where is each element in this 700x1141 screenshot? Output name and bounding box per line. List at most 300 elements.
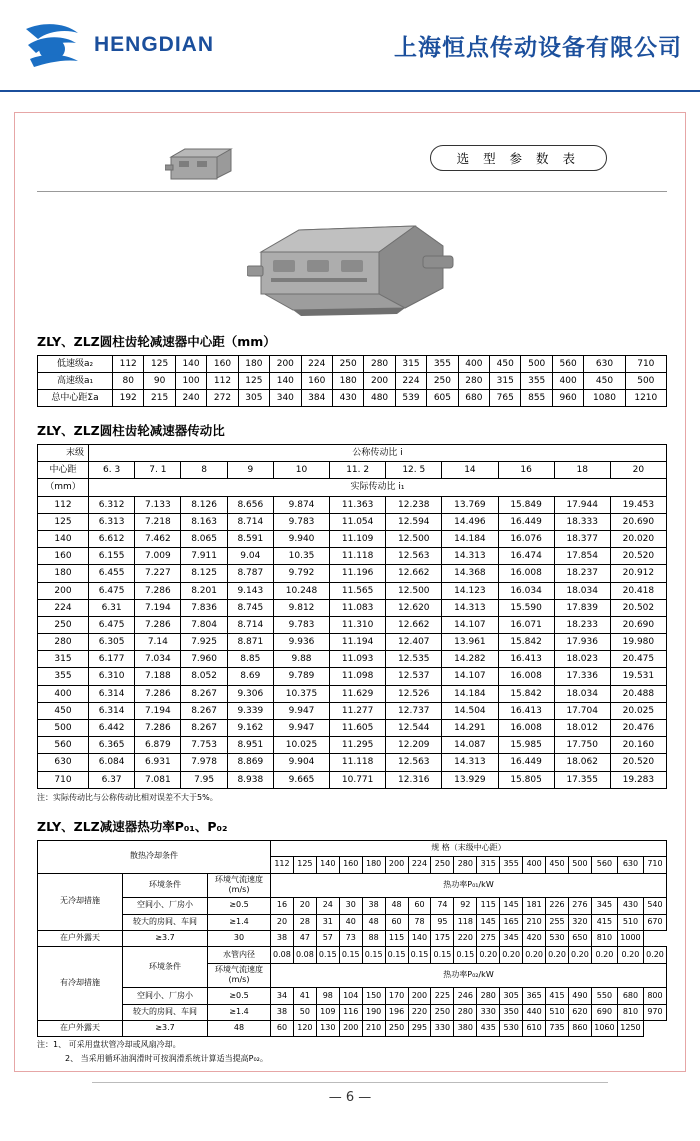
env-condition: 较大的房间、车间 — [123, 914, 208, 930]
table-row — [38, 479, 667, 496]
ratio-value: 9.789 — [273, 668, 329, 685]
cell: 855 — [521, 390, 552, 407]
corner-label: （mm） — [38, 479, 89, 496]
ratio-value: 11.277 — [330, 702, 386, 719]
ratio-value: 7.911 — [181, 548, 227, 565]
power-value: 40 — [339, 914, 362, 930]
power-value: 181 — [523, 898, 546, 914]
cell: 450 — [490, 356, 521, 373]
size-value: 560 — [591, 857, 617, 873]
ratio-value: 20.502 — [610, 599, 666, 616]
ratio-value: 6.879 — [135, 737, 181, 754]
pipe-diameter-value: 0.15 — [454, 947, 477, 963]
power-value: 210 — [362, 1021, 385, 1037]
power-value: 415 — [591, 914, 617, 930]
ratio-value: 14.184 — [442, 530, 498, 547]
ratio-value: 14.087 — [442, 737, 498, 754]
ratio-value: 17.839 — [554, 599, 610, 616]
air-speed-label: 环境气流速度(m/s) — [208, 873, 271, 898]
ratio-value: 7.462 — [135, 530, 181, 547]
ratio-value: 6.155 — [89, 548, 135, 565]
ratio-value: 18.034 — [554, 685, 610, 702]
ratio-value: 6.475 — [89, 582, 135, 599]
ratio-value: 8.69 — [227, 668, 273, 685]
logo-group — [22, 19, 214, 71]
ratio-value: 7.034 — [135, 651, 181, 668]
power-value: 250 — [431, 1004, 454, 1020]
ratio-value: 16.008 — [498, 720, 554, 737]
power-value: 109 — [316, 1004, 339, 1020]
thermal-note-1: 注：1、 可采用盘状管冷却或风扇冷却。 — [37, 1040, 181, 1050]
size-value: 710 — [643, 857, 666, 873]
power-value: 250 — [385, 1021, 408, 1037]
ratio-value: 6.37 — [89, 771, 135, 788]
thermal-note-2: 2、 当采用循环油润滑时可按润滑系统计算适当提高P₀₂。 — [65, 1054, 268, 1064]
ratio-value: 8.126 — [181, 496, 227, 513]
row-label: 总中心距Σa — [38, 390, 113, 407]
ratio-value: 11.109 — [330, 530, 386, 547]
ratio-value: 11.194 — [330, 634, 386, 651]
ratio-value: 9.874 — [273, 496, 329, 513]
power-value: 48 — [385, 898, 408, 914]
ratio-value: 6.314 — [89, 702, 135, 719]
table-row — [38, 668, 667, 685]
table-row — [38, 530, 667, 547]
power-value: 550 — [591, 988, 617, 1004]
power-value: 345 — [591, 898, 617, 914]
power-value: 295 — [408, 1021, 431, 1037]
power-value: 810 — [617, 1004, 643, 1020]
table-row — [38, 771, 667, 788]
power-value: 440 — [523, 1004, 546, 1020]
cell: 90 — [144, 373, 175, 390]
cell: 539 — [395, 390, 426, 407]
power-value: 380 — [454, 1021, 477, 1037]
air-speed-label: 环境气流速度(m/s) — [208, 963, 271, 988]
table-row — [38, 947, 667, 963]
power-value: 1000 — [617, 930, 643, 946]
pipe-diameter-value: 0.15 — [431, 947, 454, 963]
center-distance: 500 — [38, 720, 89, 737]
cell: 450 — [584, 373, 625, 390]
center-distance: 710 — [38, 771, 89, 788]
cell: 140 — [270, 373, 301, 390]
ratio-value: 14.107 — [442, 616, 498, 633]
air-speed: ≥0.5 — [208, 988, 271, 1004]
title-strip — [37, 127, 667, 189]
power-value: 190 — [362, 1004, 385, 1020]
table-row — [38, 930, 667, 946]
cell: 160 — [301, 373, 332, 390]
power-value: 145 — [477, 914, 500, 930]
thermal-power-body — [38, 840, 667, 1037]
cell: 315 — [490, 373, 521, 390]
power-value: 130 — [316, 1021, 339, 1037]
ratio-value: 6.31 — [89, 599, 135, 616]
size-value: 280 — [454, 857, 477, 873]
table-row — [38, 582, 667, 599]
ratio-value: 6.313 — [89, 513, 135, 530]
power-value: 60 — [408, 898, 431, 914]
power-value: 330 — [477, 1004, 500, 1020]
table-row — [38, 373, 667, 390]
ratio-value: 8.267 — [181, 720, 227, 737]
ratio-value: 7.009 — [135, 548, 181, 565]
cell: 765 — [490, 390, 521, 407]
ratio-value: 18.062 — [554, 754, 610, 771]
nominal-ratio: 6. 3 — [89, 462, 135, 479]
cell: 100 — [175, 373, 206, 390]
cell: 560 — [552, 356, 583, 373]
ratio-value: 11.054 — [330, 513, 386, 530]
ratio-value: 9.783 — [273, 513, 329, 530]
cell: 240 — [175, 390, 206, 407]
ratio-value: 8.714 — [227, 513, 273, 530]
ratio-value: 20.020 — [610, 530, 666, 547]
center-distance: 315 — [38, 651, 89, 668]
pipe-diameter-value: 0.20 — [546, 947, 569, 963]
cell: 200 — [270, 356, 301, 373]
ratio-value: 14.107 — [442, 668, 498, 685]
power-value: 60 — [271, 1021, 294, 1037]
ratio-value: 8.938 — [227, 771, 273, 788]
air-speed: ≥3.7 — [123, 1021, 208, 1037]
cooling-condition-header: 散热冷却条件 — [38, 840, 271, 873]
power-value: 280 — [477, 988, 500, 1004]
power-value: 116 — [339, 1004, 362, 1020]
nominal-ratio: 8 — [181, 462, 227, 479]
page-title: 选 型 参 数 表 — [430, 145, 607, 171]
ratio-value: 11.295 — [330, 737, 386, 754]
ratio-value: 18.023 — [554, 651, 610, 668]
table-row — [38, 1004, 667, 1020]
cell: 272 — [207, 390, 238, 407]
ratio-value: 10.771 — [330, 771, 386, 788]
power-value: 540 — [643, 898, 666, 914]
power-value: 30 — [208, 930, 271, 946]
ratio-value: 12.500 — [386, 582, 442, 599]
center-distance: 180 — [38, 565, 89, 582]
ratio-value: 6.305 — [89, 634, 135, 651]
ratio-value: 8.591 — [227, 530, 273, 547]
power-value: 255 — [546, 914, 569, 930]
power-value: 20 — [293, 898, 316, 914]
pipe-diameter-value: 0.15 — [339, 947, 362, 963]
ratio-value: 17.704 — [554, 702, 610, 719]
pipe-diameter-value: 0.20 — [617, 947, 643, 963]
power-value: 690 — [591, 1004, 617, 1020]
pipe-diameter-label: 水管内径 — [208, 947, 271, 963]
size-value: 450 — [546, 857, 569, 873]
ratio-value: 8.125 — [181, 565, 227, 582]
ratio-value: 7.804 — [181, 616, 227, 633]
ratio-value: 11.118 — [330, 548, 386, 565]
power-value: 47 — [293, 930, 316, 946]
cell: 630 — [584, 356, 625, 373]
power-value: 490 — [568, 988, 591, 1004]
ratio-value: 6.312 — [89, 496, 135, 513]
cell: 224 — [395, 373, 426, 390]
ratio-value: 7.081 — [135, 771, 181, 788]
power-value: 16 — [271, 898, 294, 914]
ratio-value: 17.750 — [554, 737, 610, 754]
power-value: 220 — [454, 930, 477, 946]
power-value: 60 — [385, 914, 408, 930]
power-value: 970 — [643, 1004, 666, 1020]
power-value: 1250 — [617, 1021, 643, 1037]
ratio-value: 11.565 — [330, 582, 386, 599]
nominal-ratio: 14 — [442, 462, 498, 479]
ratio-value: 20.475 — [610, 651, 666, 668]
ratio-value: 18.034 — [554, 582, 610, 599]
power-value: 200 — [339, 1021, 362, 1037]
power-value: 305 — [500, 988, 523, 1004]
ratio-value: 12.316 — [386, 771, 442, 788]
nominal-ratio: 7. 1 — [135, 462, 181, 479]
power-value: 38 — [271, 930, 294, 946]
ratio-value: 20.418 — [610, 582, 666, 599]
pipe-diameter-value: 0.15 — [316, 947, 339, 963]
center-distance: 160 — [38, 548, 89, 565]
ratio-value: 7.188 — [135, 668, 181, 685]
power-value: 196 — [385, 1004, 408, 1020]
ratio-value: 14.184 — [442, 685, 498, 702]
ratio-value: 12.544 — [386, 720, 442, 737]
ratio-value: 8.267 — [181, 702, 227, 719]
swirl-logo-icon — [22, 19, 84, 71]
env-condition: 空间小、厂房小 — [123, 898, 208, 914]
table-row — [38, 840, 667, 856]
table-row — [38, 565, 667, 582]
cell: 250 — [332, 356, 363, 373]
ratio-value: 8.714 — [227, 616, 273, 633]
cell: 384 — [301, 390, 332, 407]
ratio-value: 6.084 — [89, 754, 135, 771]
center-distance: 125 — [38, 513, 89, 530]
ratio-value: 6.442 — [89, 720, 135, 737]
ratio-value: 13.961 — [442, 634, 498, 651]
ratio-value: 11.310 — [330, 616, 386, 633]
pipe-diameter-value: 0.20 — [500, 947, 523, 963]
ratio-value: 12.209 — [386, 737, 442, 754]
nominal-ratio: 20 — [610, 462, 666, 479]
ratio-value: 7.95 — [181, 771, 227, 788]
cell: 355 — [521, 373, 552, 390]
ratio-value: 9.936 — [273, 634, 329, 651]
power-value: 510 — [546, 1004, 569, 1020]
cell: 400 — [552, 373, 583, 390]
table-row — [38, 720, 667, 737]
power-value: 800 — [643, 988, 666, 1004]
table-row — [38, 754, 667, 771]
ratio-value: 16.034 — [498, 582, 554, 599]
nominal-ratio: 9 — [227, 462, 273, 479]
air-speed: ≥3.7 — [123, 930, 208, 946]
ratio-value: 8.052 — [181, 668, 227, 685]
power-value: 28 — [293, 914, 316, 930]
ratio-value: 7.960 — [181, 651, 227, 668]
power-value: 280 — [454, 1004, 477, 1020]
center-distance-body — [38, 356, 667, 407]
center-distance: 400 — [38, 685, 89, 702]
ratio-value: 7.753 — [181, 737, 227, 754]
ratio-value: 16.076 — [498, 530, 554, 547]
section3-heading: ZLY、ZLZ减速器热功率P₀₁、P₀₂ — [37, 818, 228, 834]
ratio-value: 11.093 — [330, 651, 386, 668]
footer-divider — [92, 1082, 608, 1083]
power-value: 41 — [293, 988, 316, 1004]
cell: 200 — [364, 373, 395, 390]
table-row — [38, 702, 667, 719]
power-value: 140 — [408, 930, 431, 946]
power-value: 650 — [568, 930, 591, 946]
ratio-value: 12.563 — [386, 548, 442, 565]
pipe-diameter-value: 0.15 — [408, 947, 431, 963]
ratio-value: 16.413 — [498, 702, 554, 719]
ratio-value: 8.787 — [227, 565, 273, 582]
ratio-value: 12.662 — [386, 616, 442, 633]
actual-header: 实际传动比 i₁ — [89, 479, 667, 496]
table-row — [38, 513, 667, 530]
table-row — [38, 599, 667, 616]
cell: 340 — [270, 390, 301, 407]
size-value: 140 — [316, 857, 339, 873]
corner-label: 中心距 — [38, 462, 89, 479]
ratio-value: 6.931 — [135, 754, 181, 771]
ratio-value: 16.071 — [498, 616, 554, 633]
ratio-value: 15.842 — [498, 634, 554, 651]
ratio-value: 11.605 — [330, 720, 386, 737]
ratio-value: 18.237 — [554, 565, 610, 582]
nominal-ratio: 12. 5 — [386, 462, 442, 479]
ratio-value: 14.123 — [442, 582, 498, 599]
size-value: 400 — [523, 857, 546, 873]
center-distance: 250 — [38, 616, 89, 633]
env-condition: 在户外露天 — [38, 930, 123, 946]
ratio-value: 12.594 — [386, 513, 442, 530]
center-distance: 355 — [38, 668, 89, 685]
cell: 160 — [207, 356, 238, 373]
nominal-ratio: 16 — [498, 462, 554, 479]
power-value: 220 — [408, 1004, 431, 1020]
ratio-value: 20.690 — [610, 616, 666, 633]
cell: 605 — [427, 390, 458, 407]
cell: 680 — [458, 390, 489, 407]
power-value: 30 — [339, 898, 362, 914]
ratio-value: 12.537 — [386, 668, 442, 685]
env-condition: 空间小、厂房小 — [123, 988, 208, 1004]
cell: 180 — [238, 356, 269, 373]
center-distance: 630 — [38, 754, 89, 771]
ratio-value: 18.377 — [554, 530, 610, 547]
ratio-value: 13.929 — [442, 771, 498, 788]
ratio-value: 6.310 — [89, 668, 135, 685]
ratio-value: 7.286 — [135, 582, 181, 599]
gearbox-thumbnail-icon — [165, 143, 237, 181]
table-row — [38, 1021, 667, 1037]
table-row — [38, 898, 667, 914]
power-value: 620 — [568, 1004, 591, 1020]
pipe-diameter-value: 0.20 — [591, 947, 617, 963]
ratio-value: 9.947 — [273, 702, 329, 719]
ratio-value: 6.475 — [89, 616, 135, 633]
ratio-value: 14.504 — [442, 702, 498, 719]
table-row — [38, 548, 667, 565]
power-value: 225 — [431, 988, 454, 1004]
ratio-value: 8.745 — [227, 599, 273, 616]
power-value: 118 — [454, 914, 477, 930]
ratio-value: 7.978 — [181, 754, 227, 771]
power-value: 34 — [271, 988, 294, 1004]
ratio-value: 15.985 — [498, 737, 554, 754]
ratio-value: 11.629 — [330, 685, 386, 702]
ratio-value: 20.476 — [610, 720, 666, 737]
cell: 125 — [238, 373, 269, 390]
ratio-value: 16.449 — [498, 754, 554, 771]
ratio-value: 19.531 — [610, 668, 666, 685]
cell: 112 — [207, 373, 238, 390]
size-value: 200 — [385, 857, 408, 873]
power-value: 275 — [477, 930, 500, 946]
ratio-value: 14.313 — [442, 754, 498, 771]
thermal-power-table — [37, 840, 667, 1038]
ratio-value: 8.85 — [227, 651, 273, 668]
power-value: 246 — [454, 988, 477, 1004]
ratio-value: 16.449 — [498, 513, 554, 530]
power-value: 735 — [546, 1021, 569, 1037]
ratio-value: 9.665 — [273, 771, 329, 788]
power-value: 48 — [208, 1021, 271, 1037]
group-no-cooling: 无冷却措施 — [38, 873, 123, 930]
power-value: 115 — [385, 930, 408, 946]
cell: 305 — [238, 390, 269, 407]
power-value: 115 — [477, 898, 500, 914]
table-row — [38, 737, 667, 754]
power-value: 810 — [591, 930, 617, 946]
power-value: 610 — [523, 1021, 546, 1037]
power-value: 98 — [316, 988, 339, 1004]
ratio-value: 15.805 — [498, 771, 554, 788]
ratio-value: 10.375 — [273, 685, 329, 702]
ratio-value: 12.563 — [386, 754, 442, 771]
ratio-value: 7.218 — [135, 513, 181, 530]
ratio-value: 6.314 — [89, 685, 135, 702]
table-row — [38, 634, 667, 651]
power-value: 38 — [271, 1004, 294, 1020]
table-row — [38, 390, 667, 407]
pipe-diameter-value: 0.20 — [477, 947, 500, 963]
power-value: 74 — [431, 898, 454, 914]
power-value: 170 — [385, 988, 408, 1004]
power-value: 120 — [293, 1021, 316, 1037]
size-value: 250 — [431, 857, 454, 873]
env-label: 环境条件 — [123, 873, 208, 898]
pipe-diameter-value: 0.08 — [271, 947, 294, 963]
power-value: 92 — [454, 898, 477, 914]
power-value: 50 — [293, 1004, 316, 1020]
page-content — [37, 127, 667, 1065]
ratio-value: 20.690 — [610, 513, 666, 530]
power-value: 95 — [431, 914, 454, 930]
power-value: 1060 — [591, 1021, 617, 1037]
cell: 112 — [113, 356, 144, 373]
air-speed: ≥1.4 — [208, 1004, 271, 1020]
table-row — [38, 988, 667, 1004]
ratio-value: 12.500 — [386, 530, 442, 547]
ratio-value: 17.944 — [554, 496, 610, 513]
ratio-value: 14.368 — [442, 565, 498, 582]
power-value: 345 — [500, 930, 523, 946]
